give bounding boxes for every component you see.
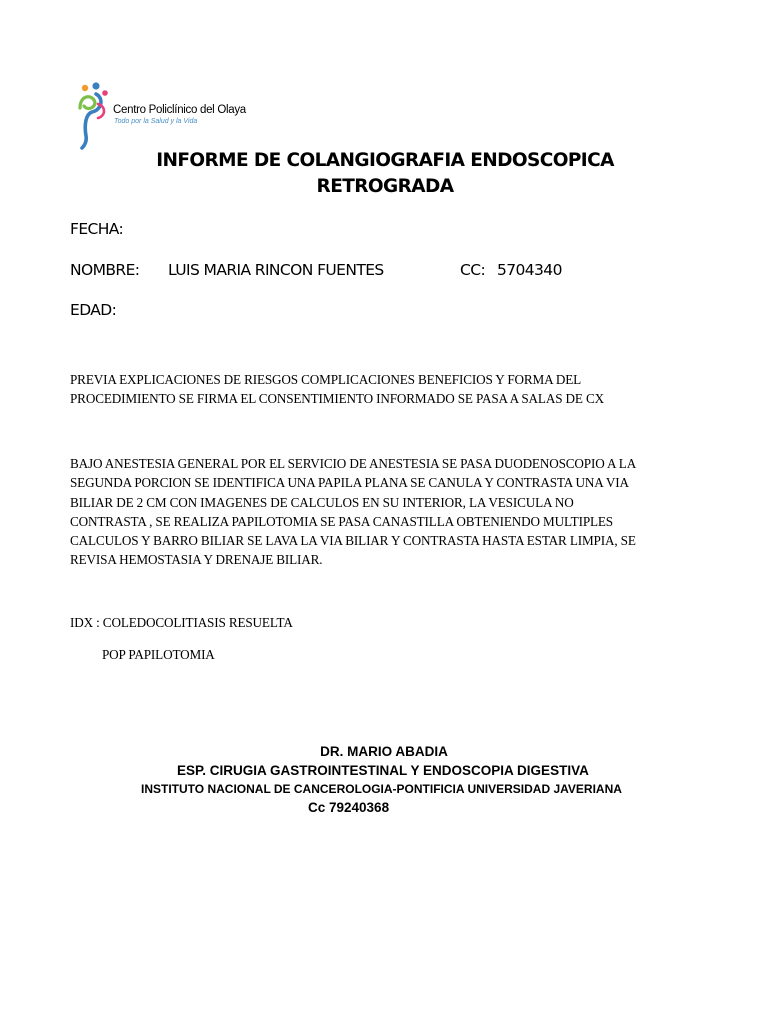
procedure-line: CALCULOS Y BARRO BILIAR SE LAVA LA VIA BILIAR Y CONTRASTA HASTA ESTAR LIMPIA, SE xyxy=(70,533,636,549)
diagnosis-line: IDX : COLEDOCOLITIASIS RESUELTA xyxy=(70,615,293,630)
procedure-line: BAJO ANESTESIA GENERAL POR EL SERVICIO DE ANESTESIA SE PASA DUODENOSCOPIO A LA xyxy=(70,456,637,471)
nombre-label: NOMBRE: xyxy=(70,261,140,279)
postop-line: POP PAPILOTOMIA xyxy=(102,647,215,662)
clinic-tagline: Todo por la Salud y la Vida xyxy=(114,118,198,125)
edad-label: EDAD: xyxy=(70,301,117,319)
doctor-name: DR. MARIO ABADIA xyxy=(320,744,448,759)
consent-line: PREVIA EXPLICACIONES DE RIESGOS COMPLICACIONES BENEFICIOS Y FORMA DEL xyxy=(70,372,582,387)
procedure-line: SEGUNDA PORCION SE IDENTIFICA UNA PAPILA PLANA SE CANULA Y CONTRASTA UNA VIA xyxy=(70,475,629,491)
patient-name: LUIS MARIA RINCON FUENTES xyxy=(168,261,384,279)
clinic-name: Centro Policlínico del Olaya xyxy=(113,104,246,116)
clinic-logo-mark-icon xyxy=(76,80,116,152)
report-title-line-2: RETROGRADA xyxy=(316,176,454,197)
procedure-line: REVISA HEMOSTASIA Y DRENAJE BILIAR. xyxy=(70,552,323,568)
cc-label: CC: xyxy=(460,261,486,279)
fecha-label: FECHA: xyxy=(70,220,124,238)
doctor-specialty: ESP. CIRUGIA GASTROINTESTINAL Y ENDOSCOPIA DIGESTIVA xyxy=(177,763,589,778)
procedure-line: BILIAR DE 2 CM CON IMAGENES DE CALCULOS EN SU INTERIOR, LA VESICULA NO xyxy=(70,494,574,510)
procedure-line: CONTRASTA , SE REALIZA PAPILOTOMIA SE PASA CANASTILLA OBTENIENDO MULTIPLES xyxy=(70,513,613,529)
patient-cc: 5704340 xyxy=(497,261,562,279)
procedure-paragraph xyxy=(70,454,690,570)
report-title-line-1: INFORME DE COLANGIOGRAFIA ENDOSCOPICA xyxy=(156,150,614,171)
doctor-institution: INSTITUTO NACIONAL DE CANCEROLOGIA-PONTIFICIA UNIVERSIDAD JAVERIANA xyxy=(141,782,622,796)
consent-line: PROCEDIMIENTO SE FIRMA EL CONSENTIMIENTO INFORMADO SE PASA A SALAS DE CX xyxy=(70,391,604,407)
consent-paragraph xyxy=(70,370,690,409)
clinic-logo xyxy=(76,80,256,152)
doctor-id: Cc 79240368 xyxy=(308,800,390,815)
